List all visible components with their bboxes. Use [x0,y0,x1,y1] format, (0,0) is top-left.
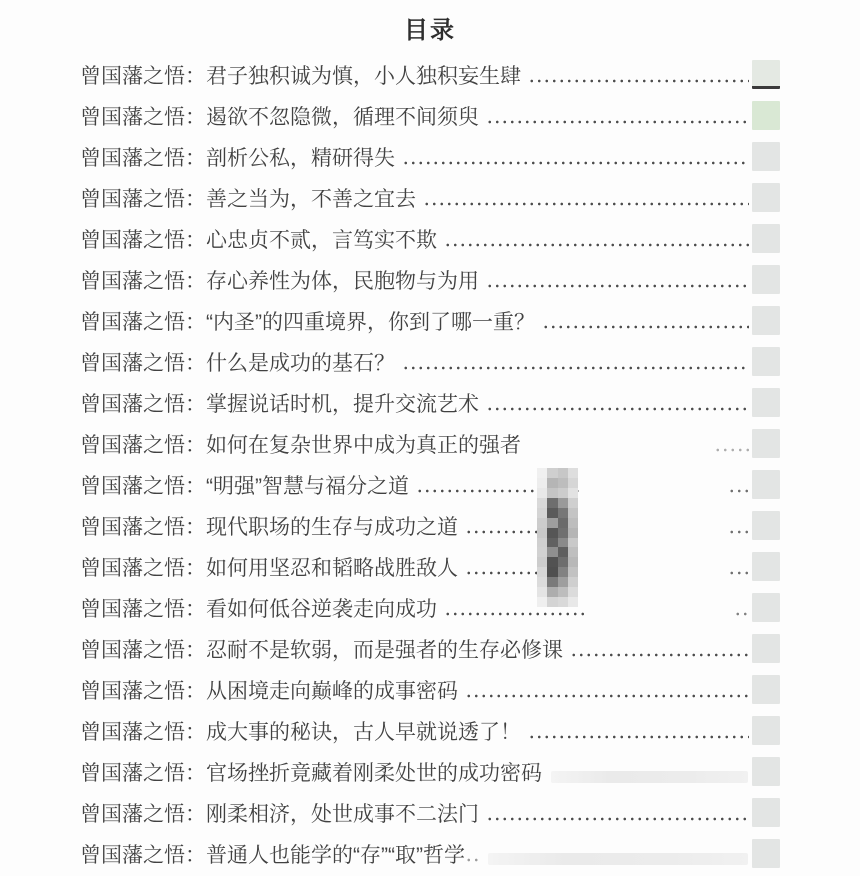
mosaic-cell [547,488,557,498]
page-number-redaction [752,429,780,458]
toc-entry-prefix: 曾国藩之悟： [80,761,206,785]
smudged-leader [551,771,748,783]
dot-leader [465,669,749,710]
mosaic-cell [547,508,557,518]
toc-entry-title: 善之当为，不善之宜去 [206,187,416,211]
mosaic-cell [547,468,557,478]
toc-entry-label [80,757,542,787]
toc-entry-prefix: 曾国藩之悟： [80,638,206,662]
mosaic-cell [558,567,568,577]
blank-gap [583,505,728,546]
mosaic-cell [547,567,557,577]
toc-entry-label [80,60,521,90]
toc-entry[interactable] [80,751,780,792]
mosaic-cell [558,488,568,498]
toc-entry-title: 忍耐不是软弱，而是强者的生存必修课 [206,638,563,662]
mosaic-cell [558,508,568,518]
page-number-redaction [752,265,780,294]
mosaic-cell [537,577,547,587]
toc-entry-title: 现代职场的生存与成功之道 [206,515,458,539]
mosaic-cell [558,587,568,597]
toc-entry[interactable] [80,259,780,300]
toc-entry-title: 如何用坚忍和韬略战胜敌人 [206,556,458,580]
page-number-redaction [752,306,780,335]
dot-leader [423,177,749,218]
toc-entry[interactable] [80,54,780,95]
toc-entry-prefix: 曾国藩之悟： [80,474,206,498]
dot-leader [465,833,479,874]
toc-entry-prefix: 曾国藩之悟： [80,269,206,293]
blank-gap [589,587,734,628]
toc-entry-label [80,429,521,459]
mosaic-cell [568,488,578,498]
blank-gap [583,546,728,587]
toc-entry[interactable] [80,177,780,218]
toc-entry[interactable] [80,218,780,259]
dot-leader [402,341,749,382]
mosaic-cell [537,498,547,508]
mosaic-cell [537,478,547,488]
mosaic-cell [537,547,547,557]
toc-entry[interactable] [80,546,780,587]
toc-entry-label [80,634,563,664]
toc-entry[interactable] [80,628,780,669]
dot-leader [528,54,749,95]
page-number-redaction [752,552,780,581]
page-number-redaction [752,388,780,417]
toc-entry-title: 剖析公私，精研得失 [206,146,395,170]
toc-entry-prefix: 曾国藩之悟： [80,679,206,703]
mosaic-cell [537,567,547,577]
toc-entry-label [80,798,479,828]
toc-entry-title: 遏欲不忽隐微，循理不间须臾 [206,105,479,129]
dot-leader [528,710,749,751]
mosaic-cell [558,538,568,548]
toc-entry[interactable] [80,464,780,505]
page-number-redaction [752,347,780,376]
toc-entry-title: 官场挫折竟藏着刚柔处世的成功密码 [206,761,542,785]
mosaic-cell [568,508,578,518]
page-number-redaction [752,224,780,253]
mosaic-cell [558,557,568,567]
page-number-redaction [752,634,780,663]
toc-entry-title: 什么是成功的基石？ [206,351,395,375]
mosaic-cell [568,518,578,528]
toc-entry-title: 君子独积诚为慎，小人独积妄生肆 [206,64,521,88]
toc-list [0,54,860,874]
mosaic-cell [568,468,578,478]
dot-leader [570,628,749,669]
mosaic-cell [568,547,578,557]
toc-entry-label [80,675,458,705]
toc-entry-prefix: 曾国藩之悟： [80,515,206,539]
toc-entry-label [80,388,479,418]
toc-entry-label [80,183,416,213]
tail-dots [728,546,752,587]
dot-leader [444,218,749,259]
blank-gap [583,464,728,505]
toc-entry-label [80,224,437,254]
toc-entry-title: 从困境走向巅峰的成事密码 [206,679,458,703]
toc-entry-label [80,101,479,131]
toc-entry[interactable] [80,341,780,382]
mosaic-cell [547,577,557,587]
mosaic-cell [547,597,557,607]
mosaic-cell [547,538,557,548]
mosaic-cell [537,508,547,518]
dot-leader [486,259,749,300]
toc-entry-prefix: 曾国藩之悟： [80,433,206,457]
mosaic-cell [558,528,568,538]
toc-entry-title: 如何在复杂世界中成为真正的强者 [206,433,521,457]
toc-entry-title: 成大事的秘诀，古人早就说透了！ [206,720,521,744]
blank-leader [528,423,711,464]
toc-entry-prefix: 曾国藩之悟： [80,146,206,170]
toc-entry-prefix: 曾国藩之悟： [80,392,206,416]
mosaic-cell [547,587,557,597]
toc-entry[interactable] [80,300,780,341]
tail-dots [714,423,752,464]
toc-entry[interactable] [80,792,780,833]
page-number-redaction [752,470,780,499]
toc-entry-prefix: 曾国藩之悟： [80,351,206,375]
dot-leader [486,95,749,136]
pixelated-redaction-block [537,468,578,607]
toc-entry-prefix: 曾国藩之悟： [80,802,206,826]
toc-entry-prefix: 曾国藩之悟： [80,597,206,621]
toc-entry-prefix: 曾国藩之悟： [80,105,206,129]
dot-leader [486,382,749,423]
toc-entry-prefix: 曾国藩之悟： [80,556,206,580]
tail-dots [728,505,752,546]
mosaic-cell [547,557,557,567]
page-number-redaction [752,593,780,622]
page-number-redaction [752,716,780,745]
toc-entry-prefix: 曾国藩之悟： [80,843,206,867]
toc-entry-title: “明强”智慧与福分之道 [206,474,409,498]
toc-entry-title: 心忠贞不贰，言笃实不欺 [206,228,437,252]
toc-entry-label [80,716,521,746]
toc-entry-label [80,142,395,172]
tail-dots [734,587,750,628]
page-number-redaction [752,675,780,704]
mosaic-cell [568,567,578,577]
mosaic-cell [537,597,547,607]
mosaic-cell [537,528,547,538]
mosaic-cell [537,488,547,498]
toc-entry-title: 存心养性为体，民胞物与为用 [206,269,479,293]
toc-entry[interactable] [80,423,780,464]
mosaic-cell [568,577,578,587]
tail-dots [728,464,752,505]
doc-header [0,0,860,54]
mosaic-cell [547,547,557,557]
toc-entry[interactable] [80,95,780,136]
mosaic-cell [568,587,578,597]
toc-entry-label [80,470,409,500]
mosaic-cell [558,468,568,478]
page-number-redaction [752,142,780,171]
toc-entry-label [80,306,535,336]
page-number-redaction [752,101,780,130]
page-number-redaction [752,183,780,212]
page-number-redaction [752,511,780,540]
dot-leader [402,136,749,177]
page-number-redaction [752,839,780,868]
toc-entry-label [80,347,395,377]
mosaic-cell [547,478,557,488]
mosaic-cell [537,587,547,597]
toc-entry-prefix: 曾国藩之悟： [80,720,206,744]
mosaic-cell [558,597,568,607]
toc-entry-title: 看如何低谷逆袭走向成功 [206,597,437,621]
mosaic-cell [537,538,547,548]
mosaic-cell [568,557,578,567]
mosaic-cell [537,557,547,567]
toc-entry-title: 普通人也能学的“存”“取”哲学 [206,843,465,867]
mosaic-cell [568,597,578,607]
toc-entry[interactable] [80,505,780,546]
dot-leader [542,300,749,341]
toc-entry-prefix: 曾国藩之悟： [80,228,206,252]
toc-entry-prefix: 曾国藩之悟： [80,64,206,88]
toc-entry[interactable] [80,136,780,177]
mosaic-cell [568,528,578,538]
mosaic-cell [558,498,568,508]
page-title: 目录 [404,16,456,44]
toc-entry-prefix: 曾国藩之悟： [80,187,206,211]
toc-entry-label [80,839,465,869]
toc-entry[interactable] [80,669,780,710]
toc-entry[interactable] [80,382,780,423]
toc-entry[interactable] [80,710,780,751]
mosaic-cell [558,577,568,587]
mosaic-cell [547,528,557,538]
mosaic-cell [537,468,547,478]
toc-entry[interactable] [80,833,780,874]
mosaic-cell [558,478,568,488]
toc-entry-prefix: 曾国藩之悟： [80,310,206,334]
page-number-redaction [752,757,780,786]
toc-entry-label [80,265,479,295]
toc-entry-title: 刚柔相济，处世成事不二法门 [206,802,479,826]
mosaic-cell [558,518,568,528]
toc-entry-label [80,552,458,582]
mosaic-cell [537,518,547,528]
dot-leader [486,792,749,833]
page-number-redaction [752,798,780,827]
toc-entry-label [80,593,437,623]
page-number-redaction [752,60,780,89]
mosaic-cell [568,478,578,488]
mosaic-cell [558,547,568,557]
mosaic-cell [568,538,578,548]
toc-entry-title: “内圣”的四重境界，你到了哪一重？ [206,310,535,334]
mosaic-cell [568,498,578,508]
smudged-leader [488,853,748,865]
mosaic-cell [547,518,557,528]
mosaic-cell [547,498,557,508]
toc-entry-label [80,511,458,541]
toc-entry[interactable] [80,587,780,628]
toc-entry-title: 掌握说话时机，提升交流艺术 [206,392,479,416]
